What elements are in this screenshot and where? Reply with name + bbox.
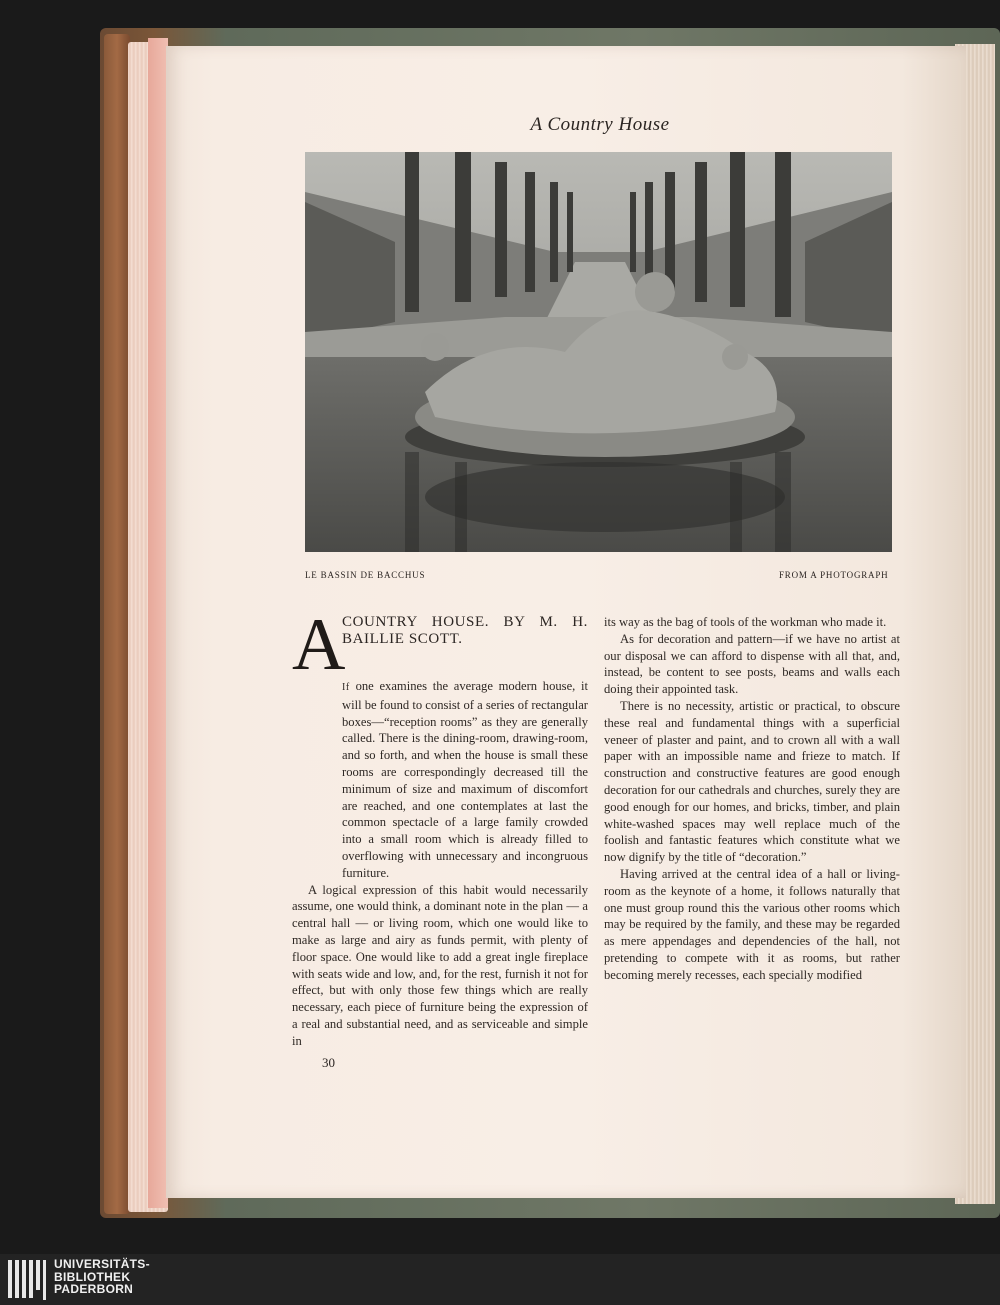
library-logo-icon — [8, 1260, 48, 1300]
library-name-line: BIBLIOTHEK — [54, 1269, 131, 1284]
library-name — [54, 1258, 150, 1296]
fountain-photo-illustration — [305, 152, 892, 552]
paragraph: Having arrived at the central idea of a hall or living-room as the keynote of a home, it follows naturally that one must group round this the various other rooms which may be required by the family, and these may be regarded as mere appendages and dependencies of the hall, not pretending to compete with it as rooms, but rather becoming merely recesses, each specially modified — [604, 866, 900, 982]
library-name-line: UNIVERSITÄTS- — [54, 1257, 150, 1271]
photo-caption-title: LE BASSIN DE BACCHUS — [305, 570, 426, 580]
library-name-line: PADERBORN — [54, 1282, 134, 1296]
red-page-edge — [148, 38, 168, 1208]
paragraph-text: one examines the average modern house, it will be found to consist of a series of rectangular boxes—“reception rooms” as they are generally called. There is the dining-room, drawing-room, and so forth, and when the house is small these rooms are correspondingly decreased till the minimum of size and maximum of discomfort are reached, and one contemplates at last the common spectacle of a large family crowded into a small room which is already filled to overflowing with unnecessary and incongruous furniture. — [342, 679, 588, 880]
paragraph: A logical expression of this habit would necessarily assume, one would think, a dominant note in the plan — a central hall — or living room, which one would like to make as large and airy as funds permit, with plenty of floor space. One would like to add a great ingle fireplace with seats wide and low, and, for the rest, furnish it not for effect, but with only those few things which are really necessary, each piece of furniture being the expression of a real and substantial need, and as serviceable and simple in — [292, 882, 588, 1048]
text-column-right — [604, 614, 900, 984]
article-heading — [292, 604, 588, 686]
page-number: 30 — [322, 1055, 335, 1070]
running-head: A Country House — [530, 114, 670, 135]
photograph-bassin-de-bacchus — [305, 152, 892, 552]
library-footer — [0, 1254, 1000, 1305]
paragraph: As for decoration and pattern—if we have no artist at our disposal we can afford to dispense with all that, and, instead, be content to see posts, beams and walls each doing their appointed task. — [604, 631, 900, 697]
small-cap-word: If — [342, 682, 350, 693]
text-column-left — [292, 604, 588, 1050]
drop-cap: A — [292, 604, 346, 686]
paragraph: There is no necessity, artistic or practical, to obscure these real and fundamental things with a superficial veneer of plaster and paint, and to crown all with a wall paper with an impossible name and frieze to match. If construction and constructive features are good enough decoration for our cathedrals and churches, surely they are good enough for our homes, and bricks, timber, and plain white-washed spaces may well replace much of the foolish and fantastic features which constitute what we now dignify by the title of “decoration.” — [604, 698, 900, 865]
leather-spine — [104, 34, 130, 1214]
paragraph — [292, 678, 588, 882]
article-title: COUNTRY HOUSE. BY M. H. BAILLIE SCOTT. — [342, 614, 588, 647]
paragraph: its way as the bag of tools of the workman who made it. — [604, 615, 887, 629]
photo-caption-credit: FROM A PHOTOGRAPH — [779, 570, 889, 580]
